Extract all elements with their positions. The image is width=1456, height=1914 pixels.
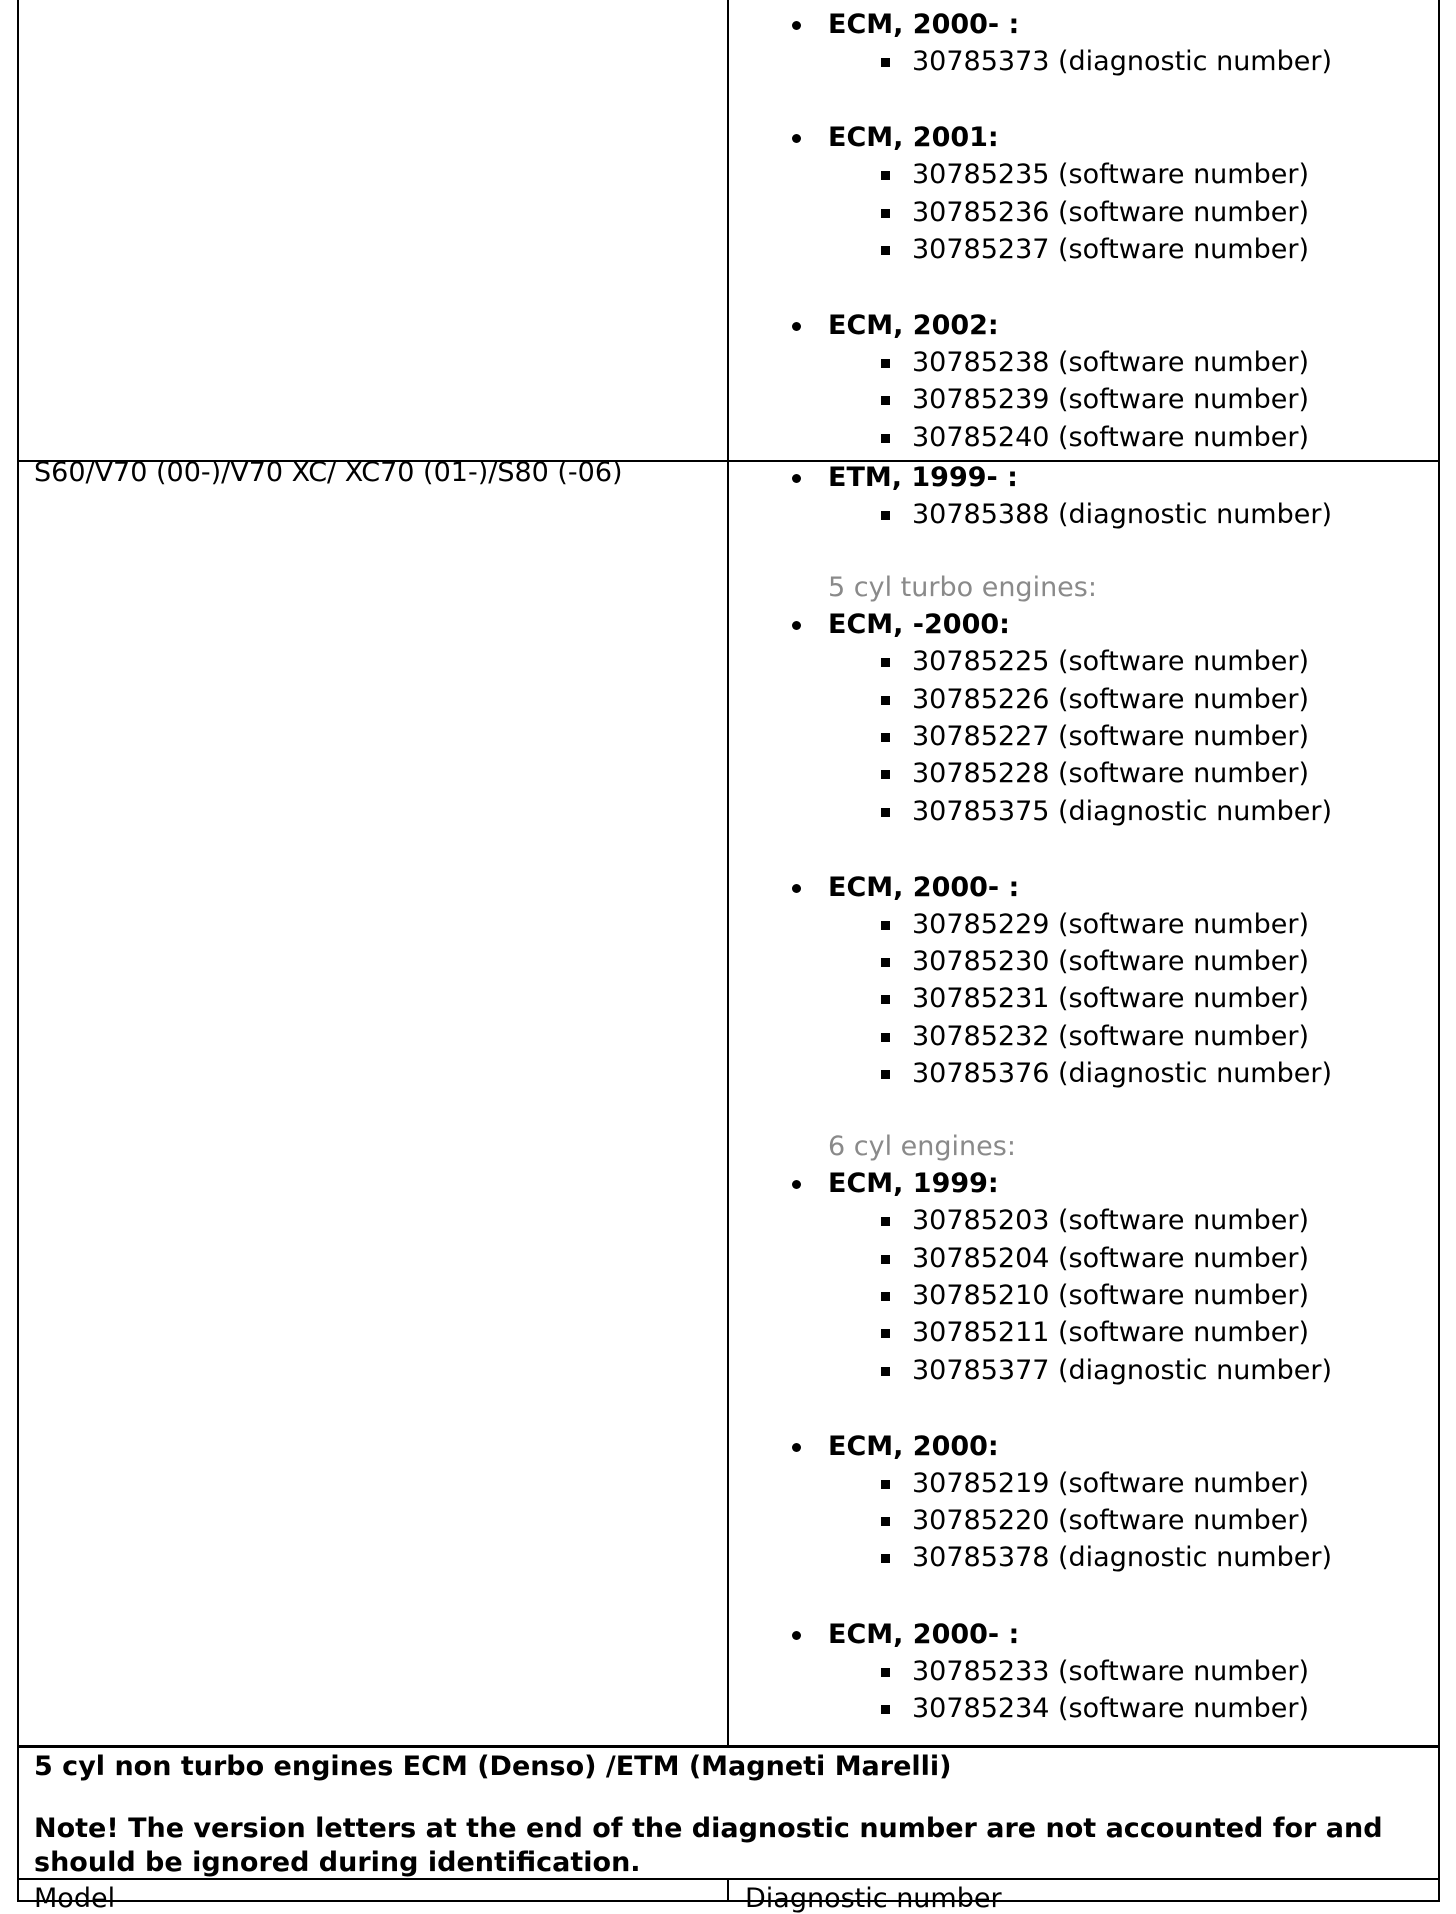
list-item: 30785378 (diagnostic number) (792, 1539, 1432, 1576)
table-column-divider-lower (727, 1880, 729, 1902)
list-item: 30785388 (diagnostic number) (792, 496, 1432, 533)
note-text: Note! The version letters at the end of the diagnostic number are not accounted for and should be ignored during identification. (34, 1813, 1383, 1878)
etm-group (792, 459, 1432, 533)
square-bullet-icon (881, 733, 890, 742)
ecm-group (792, 869, 1432, 1092)
bullet-icon (792, 1631, 801, 1640)
list-item: 30785237 (software number) (792, 231, 1432, 268)
group-label: ECM, 2000- : (792, 869, 1432, 906)
list-item: 30785238 (software number) (792, 344, 1432, 381)
list-item: 30785239 (software number) (792, 381, 1432, 418)
square-bullet-icon (881, 658, 890, 667)
list-item: 30785231 (software number) (792, 980, 1432, 1017)
square-bullet-icon (881, 359, 890, 368)
square-bullet-icon (881, 1668, 890, 1677)
engine-type-label: 5 cyl turbo engines: (828, 572, 1097, 604)
square-bullet-icon (881, 1292, 890, 1301)
bullet-icon (792, 322, 801, 331)
square-bullet-icon (881, 1554, 890, 1563)
list-item: 30785228 (software number) (792, 755, 1432, 792)
table-column-divider (727, 0, 729, 1746)
bullet-icon (792, 621, 801, 630)
list-item: 30785235 (software number) (792, 156, 1432, 193)
section-divider (17, 1745, 1440, 1748)
number-list (792, 643, 1432, 829)
list-item: 30785376 (diagnostic number) (792, 1055, 1432, 1092)
number-list (792, 906, 1432, 1092)
square-bullet-icon (881, 995, 890, 1004)
group-label: ECM, 2000- : (792, 1616, 1432, 1653)
list-item: 30785219 (software number) (792, 1465, 1432, 1502)
group-label: ECM, -2000: (792, 606, 1432, 643)
identification-column (792, 6, 1432, 1727)
list-item: 30785377 (diagnostic number) (792, 1352, 1432, 1389)
list-item: 30785229 (software number) (792, 906, 1432, 943)
model-cell: S60/V70 (00-)/V70 XC/ XC70 (01-)/S80 (-06) (34, 457, 623, 488)
group-label: ECM, 2002: (792, 307, 1432, 344)
square-bullet-icon (881, 434, 890, 443)
table-left-border (17, 0, 19, 1902)
square-bullet-icon (881, 921, 890, 930)
number-list (792, 156, 1432, 268)
ecm-group (792, 1616, 1432, 1728)
list-item: 30785375 (diagnostic number) (792, 793, 1432, 830)
ecm-group (792, 1165, 1432, 1388)
square-bullet-icon (881, 58, 890, 67)
square-bullet-icon (881, 1070, 890, 1079)
list-item: 30785203 (software number) (792, 1202, 1432, 1239)
bullet-icon (792, 884, 801, 893)
list-item: 30785234 (software number) (792, 1690, 1432, 1727)
square-bullet-icon (881, 770, 890, 779)
square-bullet-icon (881, 1480, 890, 1489)
list-item: 30785373 (diagnostic number) (792, 43, 1432, 80)
list-item: 30785233 (software number) (792, 1653, 1432, 1690)
square-bullet-icon (881, 808, 890, 817)
square-bullet-icon (881, 396, 890, 405)
number-list (792, 496, 1432, 533)
list-item: 30785204 (software number) (792, 1240, 1432, 1277)
section-title: 5 cyl non turbo engines ECM (Denso) /ETM (Magneti Marelli) (34, 1751, 952, 1782)
square-bullet-icon (881, 958, 890, 967)
ecm-group (792, 119, 1432, 268)
column-header-model: Model (34, 1883, 116, 1914)
list-item: 30785210 (software number) (792, 1277, 1432, 1314)
list-item: 30785232 (software number) (792, 1018, 1432, 1055)
group-label: ECM, 2000- : (792, 6, 1432, 43)
square-bullet-icon (881, 511, 890, 520)
number-list (792, 1202, 1432, 1388)
group-label: ECM, 2001: (792, 119, 1432, 156)
square-bullet-icon (881, 1367, 890, 1376)
bullet-icon (792, 21, 801, 30)
list-item: 30785211 (software number) (792, 1314, 1432, 1351)
square-bullet-icon (881, 209, 890, 218)
group-label: ECM, 1999: (792, 1165, 1432, 1202)
group-label: ECM, 2000: (792, 1428, 1432, 1465)
ecm-group (792, 606, 1432, 829)
square-bullet-icon (881, 1255, 890, 1264)
bullet-icon (792, 1443, 801, 1452)
square-bullet-icon (881, 696, 890, 705)
number-list (792, 344, 1432, 456)
list-item: 30785220 (software number) (792, 1502, 1432, 1539)
list-item: 30785227 (software number) (792, 718, 1432, 755)
square-bullet-icon (881, 1705, 890, 1714)
list-item: 30785230 (software number) (792, 943, 1432, 980)
number-list (792, 1653, 1432, 1728)
list-item: 30785225 (software number) (792, 643, 1432, 680)
ecm-group (792, 1428, 1432, 1577)
engine-type-label: 6 cyl engines: (828, 1131, 1016, 1163)
group-label: ETM, 1999- : (792, 459, 1432, 496)
number-list (792, 1465, 1432, 1577)
square-bullet-icon (881, 1033, 890, 1042)
bullet-icon (792, 134, 801, 143)
ecm-group (792, 307, 1432, 456)
table-right-border (1438, 0, 1440, 1902)
number-list (792, 43, 1432, 80)
square-bullet-icon (881, 1217, 890, 1226)
list-item: 30785226 (software number) (792, 681, 1432, 718)
square-bullet-icon (881, 1517, 890, 1526)
ecm-group (792, 6, 1432, 80)
bullet-icon (792, 474, 801, 483)
square-bullet-icon (881, 171, 890, 180)
column-header-diagnostic-number: Diagnostic number (745, 1883, 1002, 1914)
square-bullet-icon (881, 1329, 890, 1338)
list-item: 30785236 (software number) (792, 194, 1432, 231)
square-bullet-icon (881, 246, 890, 255)
bullet-icon (792, 1180, 801, 1189)
list-item: 30785240 (software number) (792, 419, 1432, 456)
